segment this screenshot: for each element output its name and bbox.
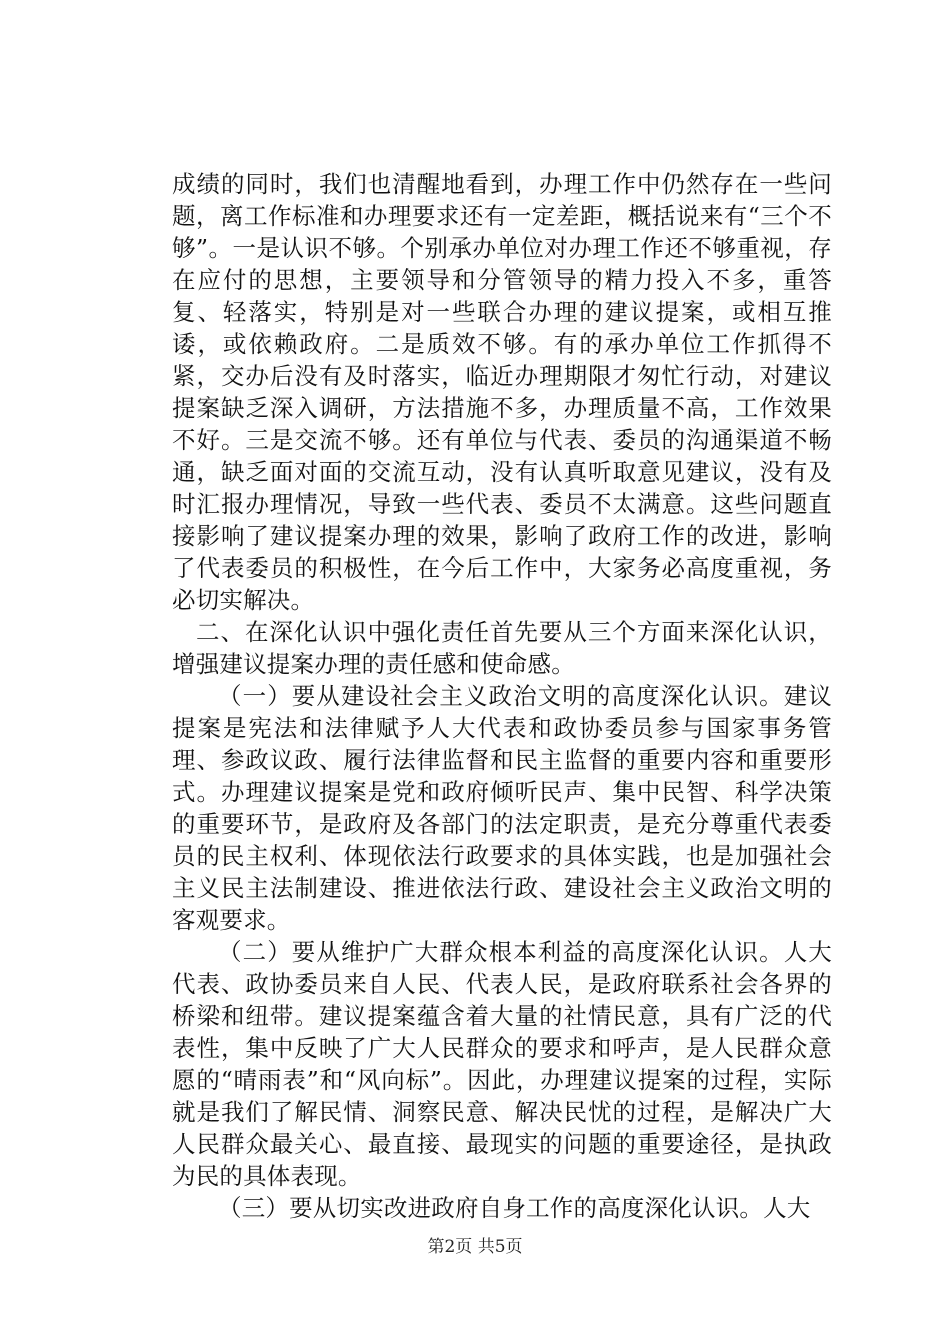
paragraph-point-three: （三）要从切实改进政府自身工作的高度深化认识。人大 (218, 1194, 811, 1222)
paragraph-point-two: （二）要从维护广大群众根本利益的高度深化认识。人大代表、政协委员来自人民、代表人民，是政府联系社会各界的桥梁和纽带。建议提案蕴含着大量的社情民意，具有广泛的代表性，集中反映了广大人民群众的要求和呼声，是人民群众意愿的“晴雨表”和“风向标”。因此，办理建议提案的过程，实际就是我们了解民情、洞察民意、解决民忧的过程，是解决广大人民群众最关心、最直接、最现实的问题的重要途径，是执政为民的具体表现。 (172, 938, 832, 1190)
paragraph-section-two-heading: 二、在深化认识中强化责任首先要从三个方面来深化认识，增强建议提案办理的责任感和使命感。 (172, 618, 832, 678)
document-body (172, 168, 832, 1224)
paragraph-point-one: （一）要从建设社会主义政治文明的高度深化认识。建议提案是宪法和法律赋予人大代表和政协委员参与国家事务管理、参政议政、履行法律监督和民主监督的重要内容和重要形式。办理建议提案是党和政府倾听民声、集中民智、科学决策的重要环节，是政府及各部门的法定职责，是充分尊重代表委员的民主权利、体现依法行政要求的具体实践，也是加强社会主义民主法制建设、推进依法行政、建设社会主义政治文明的客观要求。 (172, 682, 832, 934)
paragraph-problems: 成绩的同时，我们也清醒地看到，办理工作中仍然存在一些问题，离工作标准和办理要求还有一定差距，概括说来有“三个不够”。一是认识不够。个别承办单位对办理工作还不够重视，存在应付的思想，主要领导和分管领导的精力投入不多，重答复、轻落实，特别是对一些联合办理的建议提案，或相互推诿，或依赖政府。二是质效不够。有的承办单位工作抓得不紧，交办后没有及时落实，临近办理期限才匆忙行动，对建议提案缺乏深入调研，方法措施不多，办理质量不高，工作效果不好。三是交流不够。还有单位与代表、委员的沟通渠道不畅通，缺乏面对面的交流互动，没有认真听取意见建议，没有及时汇报办理情况，导致一些代表、委员不太满意。这些问题直接影响了建议提案办理的效果，影响了政府工作的改进，影响了代表委员的积极性，在今后工作中，大家务必高度重视，务必切实解决。 (172, 170, 832, 614)
page-number-footer: 第2页 共5页 (427, 1237, 523, 1257)
